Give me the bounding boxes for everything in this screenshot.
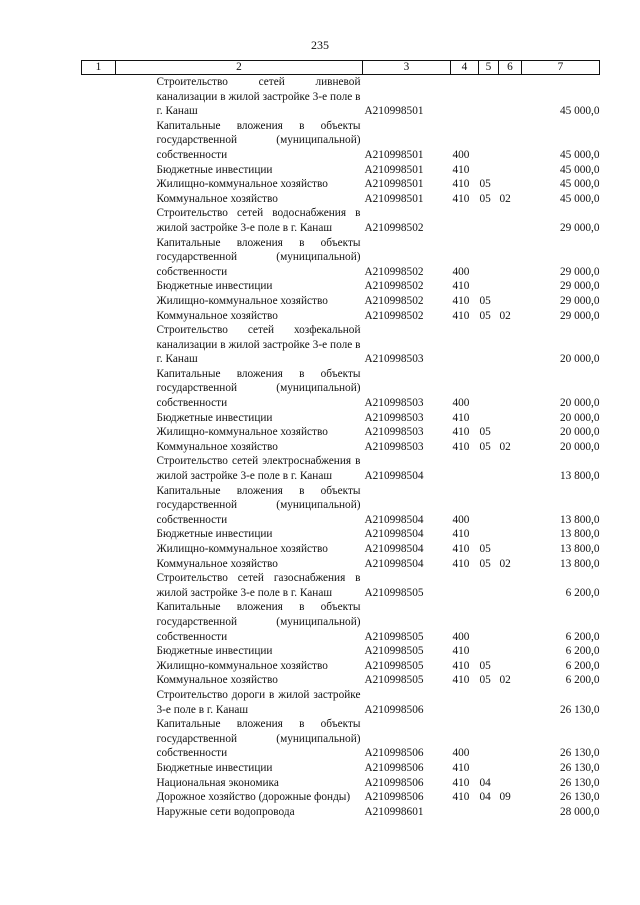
section-cell: 05 — [479, 659, 491, 672]
expense-type-cell: 410 — [452, 659, 470, 672]
item-name-cell: Капитальные вложения в объекты государственной (муниципальной) собственности — [156, 236, 361, 278]
table-row — [82, 527, 600, 542]
section-cell: 05 — [479, 674, 491, 687]
section-cell — [479, 119, 499, 163]
amount-cell: 29 000,0 — [559, 265, 600, 278]
subsection-cell: 02 — [499, 309, 511, 322]
expense-type-cell: 410 — [452, 192, 470, 205]
amount-cell: 45 000,0 — [559, 178, 600, 191]
subsection-cell — [499, 717, 522, 761]
expense-type-cell: 400 — [452, 397, 470, 410]
expense-type-cell: 410 — [452, 411, 470, 424]
section-cell: 04 — [479, 791, 491, 804]
item-name-cell: Бюджетные инвестиции — [156, 645, 273, 658]
amount-cell: 6 200,0 — [565, 630, 600, 643]
target-code-cell: А210998502 — [364, 265, 424, 278]
section-cell — [479, 688, 499, 717]
subsection-cell — [499, 294, 522, 309]
table-row — [82, 688, 600, 717]
row-number-cell — [82, 119, 116, 163]
table-header — [82, 61, 600, 75]
target-code-cell: А210998501 — [364, 178, 424, 191]
section-cell — [479, 761, 499, 776]
table-row — [82, 367, 600, 411]
subsection-cell — [499, 119, 522, 163]
item-name-cell: Капитальные вложения в объекты государственной (муниципальной) собственности — [156, 601, 361, 643]
section-cell: 05 — [479, 294, 491, 307]
column-header: 2 — [116, 61, 363, 75]
amount-cell: 20 000,0 — [559, 440, 600, 453]
amount-cell: 26 130,0 — [559, 791, 600, 804]
item-name-cell: Бюджетные инвестиции — [156, 761, 273, 774]
subsection-cell — [499, 454, 522, 483]
row-number-cell — [82, 163, 116, 178]
section-cell — [479, 717, 499, 761]
table-row — [82, 717, 600, 761]
expense-type-cell: 410 — [452, 163, 470, 176]
target-code-cell: А210998502 — [364, 309, 424, 322]
target-code-cell: А210998506 — [364, 761, 424, 774]
table-row — [82, 163, 600, 178]
expense-type-cell: 410 — [452, 178, 470, 191]
item-name-cell: Бюджетные инвестиции — [156, 411, 273, 424]
target-code-cell: А210998503 — [364, 353, 424, 366]
target-code-cell: А210998505 — [364, 630, 424, 643]
expense-type-cell — [451, 688, 479, 717]
target-code-cell: А210998503 — [364, 411, 424, 424]
target-code-cell: А210998506 — [364, 747, 424, 760]
subsection-cell — [499, 659, 522, 674]
amount-cell: 20 000,0 — [559, 353, 600, 366]
amount-cell: 28 000,0 — [559, 805, 600, 818]
row-number-cell — [82, 644, 116, 659]
target-code-cell: А210998505 — [364, 674, 424, 687]
target-code-cell: А210998503 — [364, 426, 424, 439]
target-code-cell: А210998502 — [364, 294, 424, 307]
table-row — [82, 761, 600, 776]
item-name-cell: Жилищно-коммунальное хозяйство — [156, 294, 328, 307]
item-name-cell: Жилищно-коммунальное хозяйство — [156, 659, 328, 672]
expense-type-cell: 410 — [452, 791, 470, 804]
target-code-cell: А210998601 — [364, 805, 424, 818]
subsection-cell: 02 — [499, 557, 511, 570]
subsection-cell: 02 — [499, 674, 511, 687]
item-name-cell: Наружные сети водопровода — [156, 805, 295, 818]
amount-cell: 29 000,0 — [559, 309, 600, 322]
item-name-cell: Коммунальное хозяйство — [156, 674, 278, 687]
amount-cell: 26 130,0 — [559, 747, 600, 760]
expense-type-cell — [451, 454, 479, 483]
expense-type-cell: 400 — [452, 630, 470, 643]
item-name-cell: Строительство дороги в жилой застройке 3-е поле в г. Канаш — [156, 688, 361, 716]
target-code-cell: А210998503 — [364, 440, 424, 453]
item-name-cell: Коммунальное хозяйство — [156, 557, 278, 570]
amount-cell: 45 000,0 — [559, 105, 600, 118]
row-number-cell — [82, 542, 116, 557]
section-cell — [479, 279, 499, 294]
amount-cell: 6 200,0 — [565, 645, 600, 658]
row-number-cell — [82, 484, 116, 528]
column-header: 5 — [479, 61, 499, 75]
subsection-cell — [499, 75, 522, 119]
expense-type-cell — [451, 805, 479, 820]
expense-type-cell: 410 — [452, 426, 470, 439]
amount-cell: 45 000,0 — [559, 148, 600, 161]
subsection-cell — [499, 527, 522, 542]
page-number: 235 — [311, 38, 329, 52]
subsection-cell — [499, 163, 522, 178]
table-row — [82, 557, 600, 572]
amount-cell: 13 800,0 — [559, 470, 600, 483]
expense-type-cell: 410 — [452, 674, 470, 687]
table-row — [82, 411, 600, 426]
table-row — [82, 279, 600, 294]
section-cell — [479, 527, 499, 542]
subsection-cell — [499, 600, 522, 644]
subsection-cell — [499, 644, 522, 659]
section-cell — [479, 163, 499, 178]
table-row — [82, 236, 600, 280]
section-cell — [479, 571, 499, 600]
row-number-cell — [82, 411, 116, 426]
row-number-cell — [82, 761, 116, 776]
row-number-cell — [82, 571, 116, 600]
subsection-cell — [499, 323, 522, 367]
item-name-cell: Строительство сетей электроснабжения в жилой застройке 3-е поле в г. Канаш — [156, 455, 361, 483]
table-row — [82, 119, 600, 163]
table-row — [82, 206, 600, 235]
row-number-cell — [82, 206, 116, 235]
expense-type-cell: 410 — [452, 557, 470, 570]
expense-type-cell: 410 — [452, 776, 470, 789]
item-name-cell: Капитальные вложения в объекты государственной (муниципальной) собственности — [156, 119, 361, 161]
row-number-cell — [82, 192, 116, 207]
expense-type-cell — [451, 323, 479, 367]
amount-cell: 6 200,0 — [565, 586, 600, 599]
item-name-cell: Жилищно-коммунальное хозяйство — [156, 543, 328, 555]
column-header: 1 — [82, 61, 116, 75]
item-name-cell: Капитальные вложения в объекты государственной (муниципальной) собственности — [156, 367, 361, 410]
expense-type-cell: 410 — [452, 440, 470, 453]
target-code-cell: А210998506 — [364, 791, 424, 804]
table-row — [82, 440, 600, 455]
table-row — [82, 425, 600, 440]
table-row — [82, 484, 600, 528]
section-cell — [479, 454, 499, 483]
subsection-cell — [499, 542, 522, 557]
target-code-cell: А210998503 — [364, 397, 424, 410]
row-number-cell — [82, 440, 116, 455]
amount-cell: 29 000,0 — [559, 221, 600, 234]
section-cell — [479, 805, 499, 820]
section-cell — [479, 600, 499, 644]
subsection-cell — [499, 425, 522, 440]
amount-cell: 26 130,0 — [559, 703, 600, 716]
amount-cell: 26 130,0 — [559, 761, 600, 774]
column-header: 6 — [499, 61, 522, 75]
item-name-cell: Строительство сетей водоснабжения в жилой застройке 3-е поле в г. Канаш — [156, 207, 361, 234]
expense-type-cell: 410 — [452, 309, 470, 322]
row-number-cell — [82, 454, 116, 483]
amount-cell: 29 000,0 — [559, 280, 600, 293]
item-name-cell: Коммунальное хозяйство — [156, 440, 278, 453]
row-number-cell — [82, 557, 116, 572]
section-cell — [479, 75, 499, 119]
section-cell — [479, 323, 499, 367]
section-cell — [479, 484, 499, 528]
section-cell — [479, 206, 499, 235]
table-row — [82, 75, 600, 119]
row-number-cell — [82, 309, 116, 324]
target-code-cell: А210998501 — [364, 148, 424, 161]
target-code-cell: А210998501 — [364, 192, 424, 205]
subsection-cell — [499, 411, 522, 426]
amount-cell: 26 130,0 — [559, 776, 600, 789]
amount-cell: 45 000,0 — [559, 163, 600, 176]
subsection-cell — [499, 776, 522, 791]
target-code-cell: А210998502 — [364, 280, 424, 293]
section-cell: 05 — [479, 426, 491, 439]
table-row — [82, 600, 600, 644]
amount-cell: 13 800,0 — [559, 543, 600, 555]
target-code-cell: А210998505 — [364, 645, 424, 658]
subsection-cell — [499, 484, 522, 528]
item-name-cell: Строительство сетей ливневой канализации в жилой застройке 3-е поле в г. Канаш — [156, 76, 361, 118]
target-code-cell: А210998504 — [364, 557, 424, 570]
expense-type-cell: 410 — [452, 528, 470, 541]
expense-type-cell: 410 — [452, 543, 470, 555]
table-row — [82, 323, 600, 367]
table-row — [82, 776, 600, 791]
section-cell: 04 — [479, 776, 491, 789]
row-number-cell — [82, 236, 116, 280]
row-number-cell — [82, 805, 116, 820]
section-cell: 05 — [479, 557, 491, 570]
expense-type-cell: 400 — [452, 265, 470, 278]
amount-cell: 45 000,0 — [559, 192, 600, 205]
table-row — [82, 571, 600, 600]
expense-type-cell: 410 — [452, 645, 470, 658]
row-number-cell — [82, 717, 116, 761]
row-number-cell — [82, 294, 116, 309]
item-name-cell: Коммунальное хозяйство — [156, 309, 278, 322]
row-number-cell — [82, 425, 116, 440]
row-number-cell — [82, 600, 116, 644]
amount-cell: 29 000,0 — [559, 294, 600, 307]
expense-type-cell — [451, 206, 479, 235]
table-row — [82, 790, 600, 805]
item-name-cell: Национальная экономика — [156, 776, 279, 789]
table-row — [82, 177, 600, 192]
table-row — [82, 192, 600, 207]
item-name-cell: Бюджетные инвестиции — [156, 528, 273, 541]
amount-cell: 20 000,0 — [559, 426, 600, 439]
section-cell — [479, 644, 499, 659]
item-name-cell: Жилищно-коммунальное хозяйство — [156, 178, 328, 191]
item-name-cell: Бюджетные инвестиции — [156, 163, 273, 176]
amount-cell: 13 800,0 — [559, 528, 600, 541]
subsection-cell — [499, 761, 522, 776]
row-number-cell — [82, 177, 116, 192]
item-name-cell: Бюджетные инвестиции — [156, 280, 273, 293]
row-number-cell — [82, 367, 116, 411]
table-row — [82, 294, 600, 309]
expense-type-cell — [451, 571, 479, 600]
row-number-cell — [82, 323, 116, 367]
expense-type-cell: 410 — [452, 294, 470, 307]
expense-type-cell: 410 — [452, 280, 470, 293]
section-cell: 05 — [479, 543, 491, 555]
amount-cell: 20 000,0 — [559, 397, 600, 410]
target-code-cell: А210998506 — [364, 776, 424, 789]
item-name-cell: Дорожное хозяйство (дорожные фонды) — [156, 791, 351, 804]
target-code-cell: А210998506 — [364, 703, 424, 716]
table-body — [82, 75, 600, 820]
row-number-cell — [82, 673, 116, 688]
row-number-cell — [82, 790, 116, 805]
item-name-cell: Капитальные вложения в объекты государственной (муниципальной) собственности — [156, 718, 361, 760]
subsection-cell — [499, 367, 522, 411]
target-code-cell: А210998504 — [364, 470, 424, 483]
table-row — [82, 673, 600, 688]
table-row — [82, 542, 600, 557]
subsection-cell — [499, 571, 522, 600]
expense-type-cell: 400 — [452, 148, 470, 161]
target-code-cell: А210998501 — [364, 105, 424, 118]
target-code-cell: А210998505 — [364, 586, 424, 599]
row-number-cell — [82, 776, 116, 791]
row-number-cell — [82, 527, 116, 542]
table-row — [82, 644, 600, 659]
row-number-cell — [82, 75, 116, 119]
expense-type-cell: 400 — [452, 747, 470, 760]
row-number-cell — [82, 688, 116, 717]
subsection-cell — [499, 688, 522, 717]
row-number-cell — [82, 279, 116, 294]
amount-cell: 6 200,0 — [565, 659, 600, 672]
table-row — [82, 805, 600, 820]
subsection-cell: 09 — [499, 791, 511, 804]
column-header: 4 — [451, 61, 479, 75]
amount-cell: 13 800,0 — [559, 513, 600, 526]
amount-cell: 20 000,0 — [559, 411, 600, 424]
subsection-cell — [499, 279, 522, 294]
target-code-cell: А210998504 — [364, 543, 424, 555]
item-name-cell: Жилищно-коммунальное хозяйство — [156, 426, 328, 439]
subsection-cell — [499, 206, 522, 235]
target-code-cell: А210998501 — [364, 163, 424, 176]
section-cell: 05 — [479, 192, 491, 205]
subsection-cell: 02 — [499, 192, 511, 205]
section-cell: 05 — [479, 178, 491, 191]
item-name-cell: Строительство сетей хозфекальной канализации в жилой застройке 3-е поле в г. Канаш — [156, 324, 361, 366]
target-code-cell: А210998505 — [364, 659, 424, 672]
section-cell — [479, 367, 499, 411]
target-code-cell: А210998502 — [364, 221, 424, 234]
item-name-cell: Коммунальное хозяйство — [156, 192, 278, 205]
section-cell — [479, 411, 499, 426]
section-cell — [479, 236, 499, 280]
target-code-cell: А210998504 — [364, 513, 424, 526]
section-cell: 05 — [479, 309, 491, 322]
expense-type-cell — [451, 75, 479, 119]
target-code-cell: А210998504 — [364, 528, 424, 541]
item-name-cell: Капитальные вложения в объекты государственной (муниципальной) собственности — [156, 484, 361, 526]
row-number-cell — [82, 659, 116, 674]
subsection-cell — [499, 805, 522, 820]
item-name-cell: Строительство сетей газоснабжения в жилой застройке 3-е поле в г. Канаш — [156, 572, 361, 599]
expense-type-cell: 410 — [452, 761, 470, 774]
budget-table — [81, 60, 600, 819]
table-row — [82, 659, 600, 674]
table-row — [82, 309, 600, 324]
table-row — [82, 454, 600, 483]
section-cell: 05 — [479, 440, 491, 453]
amount-cell: 6 200,0 — [565, 674, 600, 687]
subsection-cell — [499, 177, 522, 192]
column-header: 7 — [522, 61, 600, 75]
subsection-cell: 02 — [499, 440, 511, 453]
column-header: 3 — [363, 61, 451, 75]
subsection-cell — [499, 236, 522, 280]
expense-type-cell: 400 — [452, 513, 470, 526]
amount-cell: 13 800,0 — [559, 557, 600, 570]
